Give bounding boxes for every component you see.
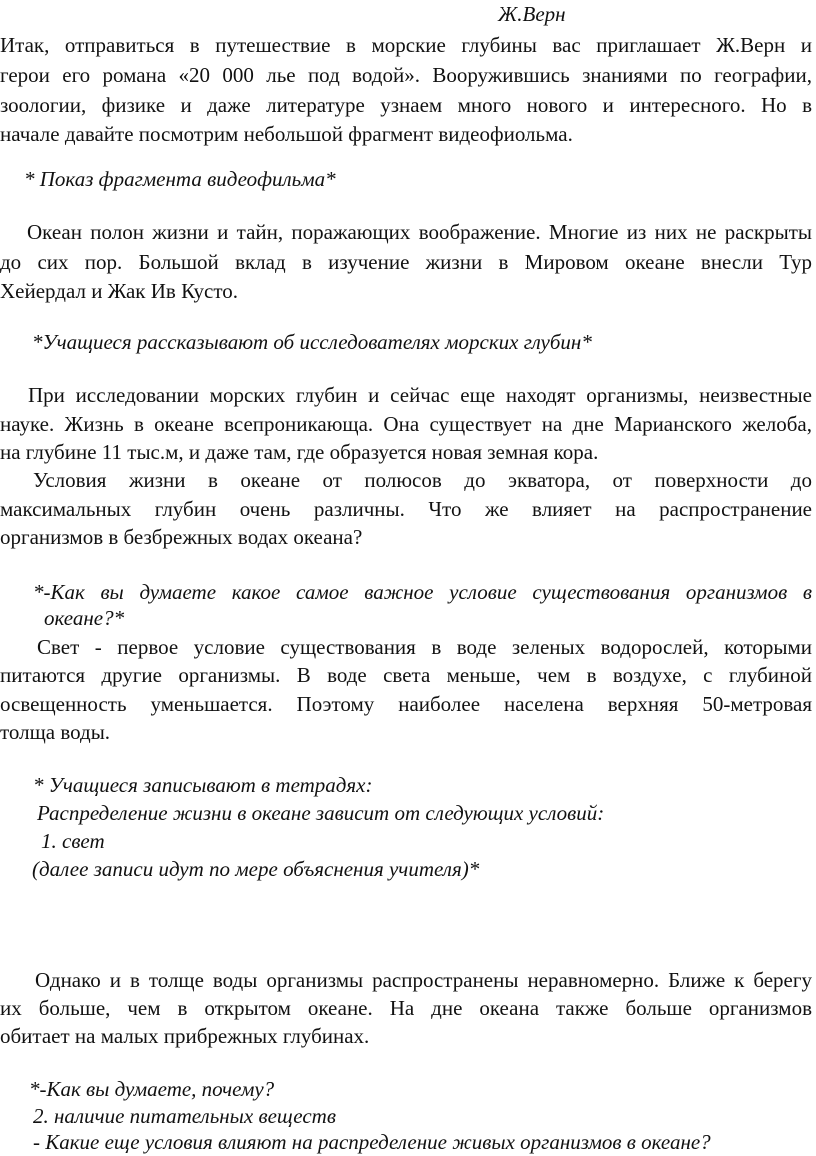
paragraph-line: максимальных глубин очень различны. Что же влияет на распространение — [0, 497, 812, 521]
note-line: Распределение жизни в океане зависит от следующих условий: — [37, 801, 605, 825]
question-line: *-Как вы думаете какое самое важное условие существования организмов в — [33, 580, 812, 604]
paragraph-line: Однако и в толще воды организмы распространены неравномерно. Ближе к берегу — [35, 968, 812, 992]
paragraph-line: организмов в безбрежных водах океана? — [0, 525, 363, 549]
paragraph-line: При исследовании морских глубин и сейчас еще находят организмы, неизвестные — [28, 383, 812, 407]
paragraph-line: толща воды. — [0, 720, 111, 744]
paragraph-line: Хейердал и Жак Ив Кусто. — [0, 279, 238, 303]
note-line: 2. наличие питательных веществ — [33, 1104, 336, 1128]
paragraph-line: Итак, отправиться в путешествие в морские глубины вас приглашает Ж.Верн и — [0, 33, 812, 57]
paragraph-line: зоологии, физике и даже литературе узнаем много нового и интересного. Но в — [0, 93, 812, 117]
paragraph-line: Свет - первое условие существования в воде зеленых водорослей, которыми — [37, 635, 812, 659]
paragraph-line: обитает на малых прибрежных глубинах. — [0, 1024, 370, 1048]
note-line: *Учащиеся рассказывают об исследователях морских глубин* — [32, 330, 592, 354]
paragraph-line: начале давайте посмотрим небольшой фрагмент видеофиольма. — [0, 122, 573, 146]
note-line: (далее записи идут по мере объяснения учителя)* — [32, 857, 480, 881]
note-line: * Показ фрагмента видеофильма* — [24, 167, 336, 191]
paragraph-line: питаются другие организмы. В воде света меньше, чем в воздухе, с глубиной — [0, 663, 812, 687]
paragraph-line: их больше, чем в открытом океане. На дне океана также больше организмов — [0, 996, 812, 1020]
paragraph-line: Океан полон жизни и тайн, поражающих воображение. Многие из них не раскрыты — [27, 220, 812, 244]
question-line: - Какие еще условия влияют на распределение живых организмов в океане? — [33, 1130, 711, 1154]
paragraph-line: герои его романа «20 000 лье под водой». Вооружившись знаниями по географии, — [0, 63, 812, 87]
question-line: *-Как вы думаете, почему? — [29, 1077, 275, 1101]
author-line: Ж.Верн — [498, 2, 566, 26]
paragraph-line: Условия жизни в океане от полюсов до экватора, от поверхности до — [33, 468, 812, 492]
paragraph-line: до сих пор. Большой вклад в изучение жизни в Мировом океане внесли Тур — [0, 250, 812, 274]
question-line: океане?* — [44, 606, 125, 630]
paragraph-line: науке. Жизнь в океане всепроникающа. Она существует на дне Марианского желоба, — [0, 412, 812, 436]
paragraph-line: на глубине 11 тыс.м, и даже там, где образуется новая земная кора. — [0, 440, 599, 464]
note-line: * Учащиеся записывают в тетрадях: — [33, 773, 373, 797]
paragraph-line: освещенность уменьшается. Поэтому наиболее населена верхняя 50-метровая — [0, 692, 812, 716]
note-line: 1. свет — [41, 829, 105, 853]
